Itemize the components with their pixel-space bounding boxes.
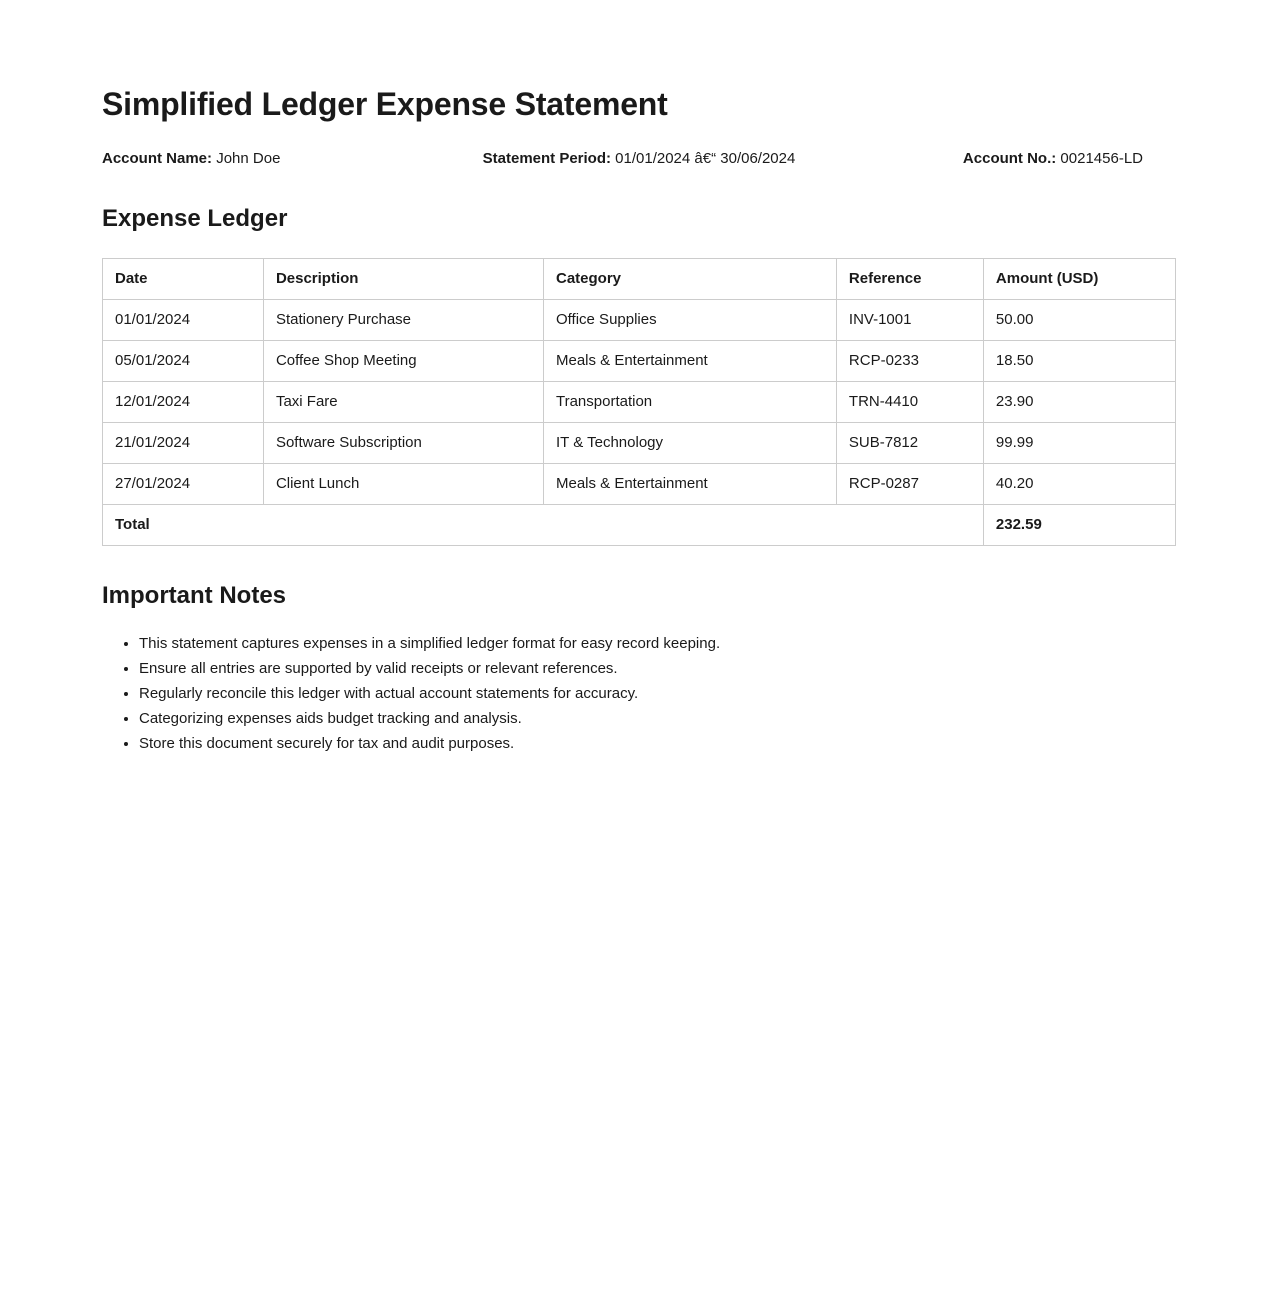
total-label: Total [103,504,984,545]
account-name-label: Account Name: [102,149,213,167]
account-no-value: 0021456-LD [1060,149,1143,167]
cell-date: 21/01/2024 [103,422,264,463]
cell-category: Meals & Entertainment [543,463,836,504]
cell-date: 05/01/2024 [103,340,264,381]
notes-heading: Important Notes [102,581,287,609]
cell-description: Software Subscription [263,422,543,463]
cell-description: Taxi Fare [263,381,543,422]
account-no-label: Account No.: [962,149,1057,167]
cell-category: Transportation [543,381,836,422]
cell-amount: 23.90 [983,381,1175,422]
table-row [103,381,1176,422]
cell-category: IT & Technology [543,422,836,463]
cell-description: Coffee Shop Meeting [263,340,543,381]
table-row [103,422,1176,463]
cell-category: Office Supplies [543,299,836,340]
cell-description: Client Lunch [263,463,543,504]
note-item: • Store this document securely for tax and audit purposes. [139,734,1176,754]
notes-list [102,634,1176,754]
page-title: Simplified Ledger Expense Statement [102,86,668,122]
document [102,0,1176,754]
total-row [103,504,1176,545]
cell-date: 12/01/2024 [103,381,264,422]
table-row [103,463,1176,504]
table-header-row [103,258,1176,299]
col-header-reference: Reference [836,258,983,299]
note-item: • Regularly reconcile this ledger with actual account statements for accuracy. [139,684,1176,704]
account-name-field [102,149,280,169]
total-value: 232.59 [983,504,1175,545]
cell-amount: 50.00 [983,299,1175,340]
note-item: • This statement captures expenses in a simplified ledger format for easy record keeping. [139,634,1176,654]
statement-period-label: Statement Period: [482,149,611,167]
cell-reference: RCP-0233 [836,340,983,381]
account-no-field [963,149,1176,169]
cell-reference: INV-1001 [836,299,983,340]
expense-table [102,258,1176,546]
cell-amount: 99.99 [983,422,1175,463]
account-name-value: John Doe [216,149,281,167]
cell-date: 01/01/2024 [103,299,264,340]
cell-reference: RCP-0287 [836,463,983,504]
cell-description: Stationery Purchase [263,299,543,340]
cell-category: Meals & Entertainment [543,340,836,381]
col-header-amount: Amount (USD) [983,258,1175,299]
statement-meta [102,149,1176,169]
cell-amount: 18.50 [983,340,1175,381]
ledger-heading: Expense Ledger [102,204,288,232]
cell-reference: TRN-4410 [836,381,983,422]
col-header-date: Date [103,258,264,299]
note-item: • Ensure all entries are supported by valid receipts or relevant references. [139,659,1176,679]
cell-reference: SUB-7812 [836,422,983,463]
table-row [103,340,1176,381]
col-header-category: Category [543,258,836,299]
note-item: • Categorizing expenses aids budget tracking and analysis. [139,709,1176,729]
cell-amount: 40.20 [983,463,1175,504]
col-header-description: Description [263,258,543,299]
statement-period-value: 01/01/2024 â€“ 30/06/2024 [615,149,796,167]
table-row [103,299,1176,340]
statement-period-field [483,149,796,169]
cell-date: 27/01/2024 [103,463,264,504]
